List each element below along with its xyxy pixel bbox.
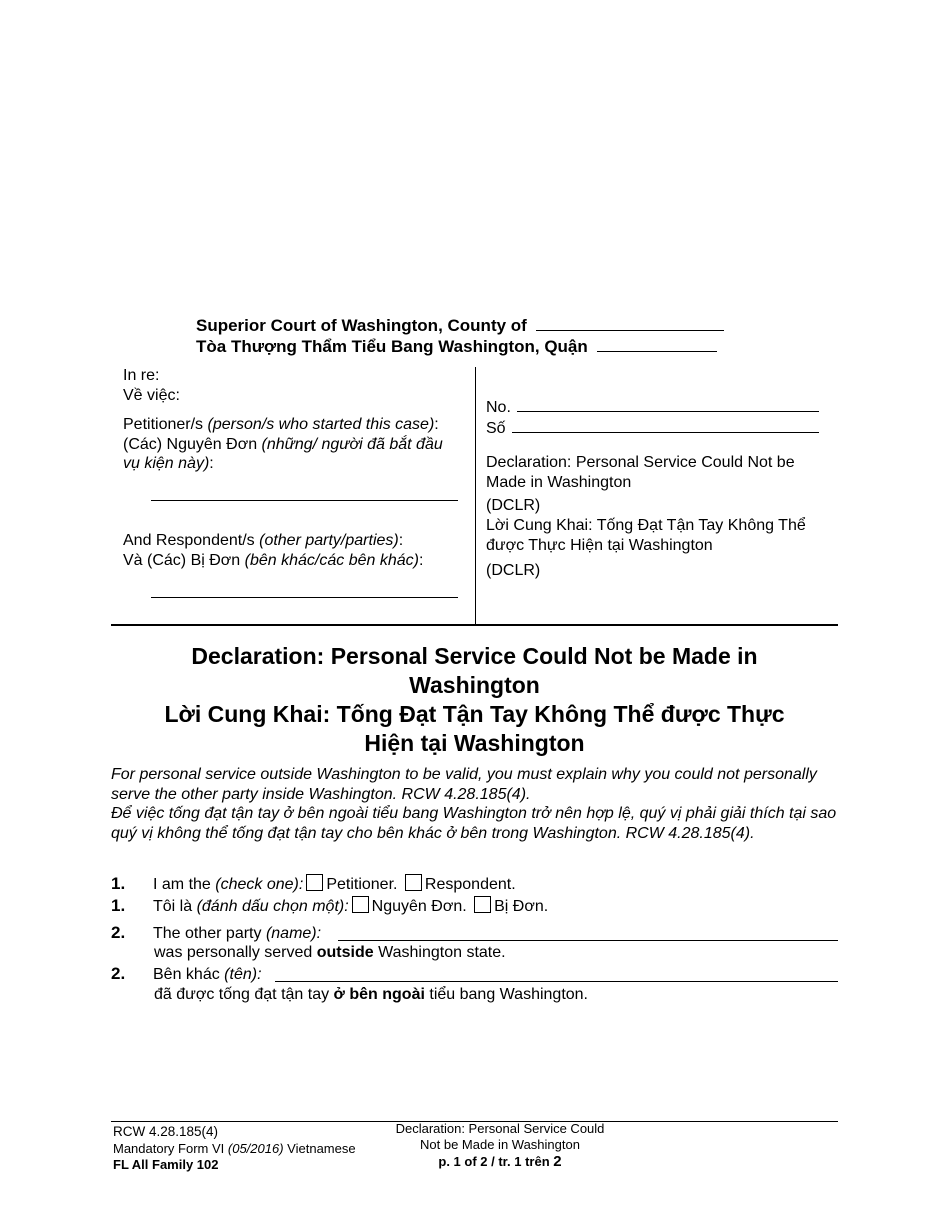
footer-form-lang: Vietnamese xyxy=(287,1140,356,1156)
county-field[interactable] xyxy=(536,315,724,331)
footer-page-total: 2 xyxy=(553,1153,562,1170)
footer-form-info xyxy=(113,1124,356,1174)
footer-form-id: FL All Family 102 xyxy=(113,1157,219,1172)
footer-form-date: (05/2016) xyxy=(227,1140,284,1156)
item-1-note: (check one): xyxy=(215,876,304,893)
item-1-number-vi: 1. xyxy=(111,896,126,915)
item-2-text: The other party xyxy=(153,925,262,942)
item-1-number: 1. xyxy=(111,874,126,893)
respondent-note: (other party/parties) xyxy=(259,532,399,549)
served-outside-vi: ở bên ngoài xyxy=(333,986,425,1003)
petitioner-checkbox[interactable] xyxy=(306,874,323,891)
item-1-vi xyxy=(111,896,548,917)
title-en-line1: Declaration: Personal Service Could Not be Made in xyxy=(191,643,758,669)
caption-parties xyxy=(123,366,463,474)
nguyen-don-option-label: Nguyên Đơn. xyxy=(371,898,467,915)
case-number-row-vi xyxy=(486,418,826,439)
case-number-field[interactable] xyxy=(517,397,819,412)
caption-respondent xyxy=(123,531,463,570)
petitioner-label-en: Petitioner/s (person/s who started this case): xyxy=(123,416,439,433)
footer-form-line xyxy=(113,1141,356,1158)
served-text-vi: đã được tống đạt tận tay xyxy=(154,986,330,1003)
item-2-served-vi xyxy=(154,985,588,1005)
item-2-en xyxy=(111,923,321,944)
footer-page-number xyxy=(380,1154,620,1170)
nguyen-don-checkbox[interactable] xyxy=(352,896,369,913)
respondent-checkbox[interactable] xyxy=(405,874,422,891)
footer-page-text: p. 1 of 2 / tr. 1 trên xyxy=(438,1154,550,1169)
petitioner-note: (person/s who started this case) xyxy=(207,416,435,433)
petitioner-text-vi: (Các) Nguyên Đơn xyxy=(123,435,258,453)
served-text: was personally served xyxy=(154,944,313,961)
served-state: Washington state. xyxy=(378,944,506,961)
so-label: Số xyxy=(486,419,506,437)
caption-divider xyxy=(475,367,476,625)
petitioner-option-label: Petitioner. xyxy=(326,876,398,893)
footer-form: Mandatory Form VI xyxy=(113,1140,225,1156)
court-label-vi: Tòa Thượng Thẩm Tiểu Bang Washington, Quận xyxy=(196,337,588,356)
in-re-label-vi: Về việc: xyxy=(123,386,180,404)
footer-doc-title-2: Not be Made in Washington xyxy=(420,1137,580,1152)
no-label: No. xyxy=(486,399,511,416)
item-2-note-vi: (tên): xyxy=(224,966,262,983)
doc-title-vi: Lời Cung Khai: Tống Đạt Tận Tay Không Thể được Thực Hiện tại Washington xyxy=(486,517,806,554)
court-header-vi xyxy=(196,336,717,357)
respondent-label-en: And Respondent/s (other party/parties): xyxy=(123,532,404,549)
item-2-text-vi: Bên khác xyxy=(153,966,220,983)
instructions-vi: Để việc tống đạt tận tay ở bên ngoài tiểu bang Washington trở nên hợp lệ, quý vị phải giải thích tại sao quý vị không thể tống đạt tận tay cho bên khác ở bên trong Washington. RCW 4.28.185(4). xyxy=(111,805,837,842)
item-2-number: 2. xyxy=(111,923,126,942)
respondent-text-vi: Và (Các) Bị Đơn xyxy=(123,551,241,569)
petitioner-note-vi: (những/ người đã bắt đầu vụ kiện này) xyxy=(123,435,443,472)
served-outside: outside xyxy=(316,944,374,961)
item-2-number-vi: 2. xyxy=(111,964,126,983)
item-1-en xyxy=(111,874,516,895)
instructions xyxy=(111,765,846,843)
case-number-block xyxy=(486,397,826,438)
item-1-note-vi: (đánh dấu chọn một): xyxy=(196,898,349,915)
title-en-line2: Washington xyxy=(409,672,540,698)
petitioner-name-field[interactable] xyxy=(151,500,458,501)
title-vi-line2: Hiện tại Washington xyxy=(364,730,585,756)
doc-code-vi: (DCLR) xyxy=(486,562,541,579)
bi-don-checkbox[interactable] xyxy=(474,896,491,913)
other-party-name-field[interactable] xyxy=(338,940,838,941)
respondent-name-field[interactable] xyxy=(151,597,458,598)
item-2-vi xyxy=(111,964,262,985)
footer-doc-title-1: Declaration: Personal Service Could xyxy=(395,1121,605,1136)
page-title xyxy=(111,642,838,758)
doc-code-en: (DCLR) xyxy=(486,497,541,514)
in-re-label: In re: xyxy=(123,367,160,384)
case-number-row xyxy=(486,397,826,418)
court-header-en xyxy=(196,315,724,336)
footer-rcw: RCW 4.28.185(4) xyxy=(113,1124,219,1139)
respondent-note-vi: (bên khác/các bên khác) xyxy=(244,551,419,569)
bi-don-option-label: Bị Đơn. xyxy=(494,898,549,915)
other-party-name-field-vi[interactable] xyxy=(275,981,838,982)
item-2-served-en xyxy=(154,943,506,963)
served-state-vi: tiểu bang Washington. xyxy=(429,986,588,1003)
instructions-en: For personal service outside Washington to be valid, you must explain why you could not personally serve the other party inside Washington. RCW 4.28.185(4). xyxy=(111,766,817,803)
respondent-text: And Respondent/s xyxy=(123,532,255,549)
case-number-field-vi[interactable] xyxy=(512,418,819,433)
petitioner-label-vi: (Các) Nguyên Đơn (những/ người đã bắt đầu vụ kiện này): xyxy=(123,435,443,472)
title-vi-line1: Lời Cung Khai: Tống Đạt Tận Tay Không Thể được Thực xyxy=(164,701,785,727)
petitioner-text: Petitioner/s xyxy=(123,416,204,433)
doc-title-en: Declaration: Personal Service Could Not be Made in Washington xyxy=(486,454,795,491)
respondent-option-label: Respondent. xyxy=(424,876,516,893)
item-1-text: I am the xyxy=(153,876,211,893)
court-label-en: Superior Court of Washington, County of xyxy=(196,316,527,335)
footer-doc-info xyxy=(380,1121,620,1170)
item-2-note: (name): xyxy=(265,925,322,942)
caption-bottom-rule xyxy=(111,624,838,626)
respondent-label-vi: Và (Các) Bị Đơn (bên khác/các bên khác): xyxy=(123,551,424,569)
item-1-text-vi: Tôi là xyxy=(153,898,193,915)
quan-field[interactable] xyxy=(597,336,717,352)
